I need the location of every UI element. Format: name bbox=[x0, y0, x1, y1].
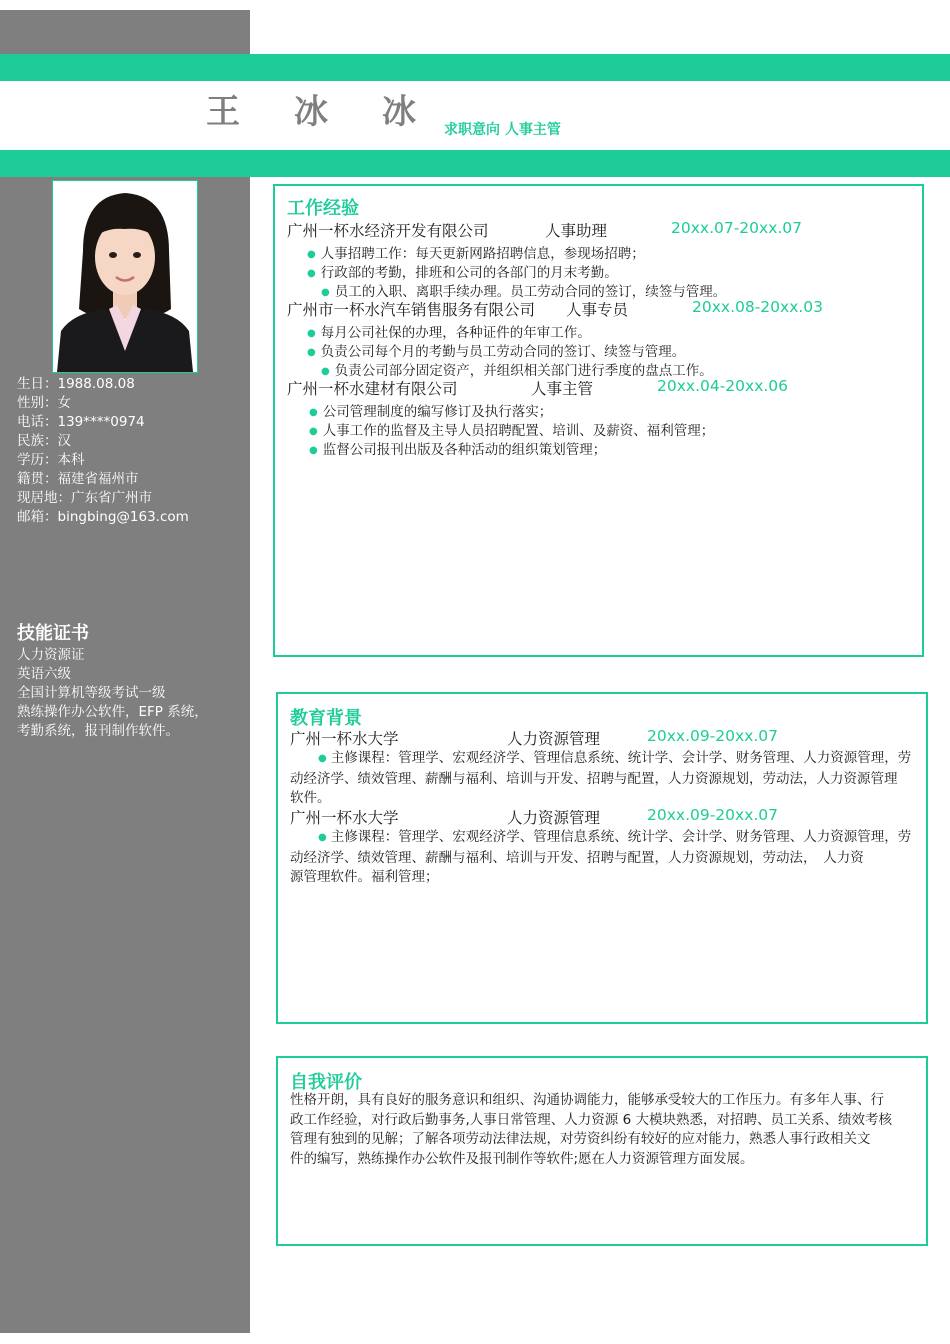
job-item: ● 监督公司报刊出版及各种活动的组织策划管理； bbox=[309, 438, 606, 458]
edu-dates: 20xx.09-20xx.07 bbox=[647, 806, 779, 824]
info-education: 学历：本科 bbox=[17, 452, 85, 468]
edu-course-line: 源管理软件。福利管理； bbox=[290, 869, 439, 885]
edu-school: 广州一杯水大学 bbox=[290, 730, 399, 748]
header-strip bbox=[0, 81, 950, 150]
job-role: 人事专员 bbox=[566, 301, 629, 319]
edu-course-line: 软件。 bbox=[290, 790, 331, 806]
edu-course-line: 动经济学、绩效管理、薪酬与福利、培训与开发、招聘与配置，人力资源规划，劳动法， 人力资 bbox=[290, 849, 864, 866]
header-band-top bbox=[0, 54, 950, 81]
job-item: ● 负责公司部分固定资产，并组织相关部门进行季度的盘点工作。 bbox=[321, 359, 713, 379]
education-section bbox=[276, 692, 928, 1024]
info-gender: 性别：女 bbox=[17, 395, 71, 411]
job-item: ● 负责公司每个月的考勤与员工劳动合同的签订、续签与管理。 bbox=[307, 340, 685, 360]
job-dates: 20xx.08-20xx.03 bbox=[692, 298, 824, 316]
name-char: 王 bbox=[206, 92, 242, 132]
skill-item: 考勤系统，报刊制作软件。 bbox=[17, 723, 179, 739]
job-role: 人事主管 bbox=[531, 380, 594, 398]
skill-item: 人力资源证 bbox=[17, 647, 85, 663]
job-dates: 20xx.04-20xx.06 bbox=[657, 377, 789, 395]
edu-school: 广州一杯水大学 bbox=[290, 809, 399, 827]
edu-courses bbox=[290, 828, 920, 888]
edu-course-line: ● 主修课程：管理学、宏观经济学、管理信息系统、统计学、会计学、财务管理、人力资源管理，劳 bbox=[318, 750, 912, 766]
job-item: ● 行政部的考勤，排班和公司的各部门的月末考勤。 bbox=[307, 261, 618, 281]
self-line: 管理有独到的见解；了解各项劳动法律法规，对劳资纠纷有较好的应对能力，熟悉人事行政相关文 bbox=[290, 1131, 871, 1147]
job-item: ● 人事工作的监督及主导人员招聘配置、培训、及薪资、福利管理； bbox=[309, 419, 714, 439]
work-experience-section bbox=[273, 184, 924, 657]
job-dates: 20xx.07-20xx.07 bbox=[671, 219, 803, 237]
info-hometown: 籍贯：福建省福州市 bbox=[17, 471, 139, 487]
self-evaluation-section bbox=[276, 1056, 928, 1246]
info-residence: 现居地：广东省广州市 bbox=[17, 490, 152, 506]
info-phone: 电话：139****0974 bbox=[17, 414, 145, 430]
skill-item: 英语六级 bbox=[17, 666, 71, 682]
self-line: 件的编写，熟练操作办公软件及报刊制作等软件;愿在人力资源管理方面发展。 bbox=[290, 1150, 754, 1167]
edu-course-line: ● 主修课程：管理学、宏观经济学、管理信息系统、统计学、会计学、财务管理、人力资源管理，劳 bbox=[318, 829, 912, 845]
work-title: 工作经验 bbox=[287, 198, 359, 219]
job-company: 广州一杯水建材有限公司 bbox=[287, 380, 458, 398]
job-item: ● 人事招聘工作：每天更新网路招聘信息，参现场招聘； bbox=[307, 242, 645, 262]
profile-photo bbox=[52, 180, 198, 373]
name-char: 冰 bbox=[382, 92, 418, 132]
job-item: ● 公司管理制度的编写修订及执行落实； bbox=[309, 400, 552, 420]
edu-courses bbox=[290, 749, 920, 809]
edu-major: 人力资源管理 bbox=[507, 730, 601, 748]
skill-item: 全国计算机等级考试一级 bbox=[17, 685, 166, 701]
info-email: 邮箱：bingbing@163.com bbox=[17, 509, 189, 525]
self-text bbox=[290, 1091, 920, 1169]
self-line: 性格开朗，具有良好的服务意识和组织、沟通协调能力，能够承受较大的工作压力。有多年人事、行 bbox=[290, 1092, 884, 1108]
header-band-bottom bbox=[0, 150, 950, 177]
name-char: 冰 bbox=[294, 92, 330, 132]
self-line: 政工作经验，对行政后勤事务,人事日常管理、人力资源 6 大模块熟悉，对招聘、员工关系、绩效考核 bbox=[290, 1111, 892, 1128]
job-item: ● 每月公司社保的办理，各种证件的年审工作。 bbox=[307, 321, 591, 341]
job-company: 广州市一杯水汽车销售服务有限公司 bbox=[287, 301, 536, 319]
edu-major: 人力资源管理 bbox=[507, 809, 601, 827]
edu-dates: 20xx.09-20xx.07 bbox=[647, 727, 779, 745]
skill-item: 熟练操作办公软件，EFP 系统， bbox=[17, 704, 208, 720]
job-company: 广州一杯水经济开发有限公司 bbox=[287, 222, 489, 240]
info-birthday: 生日：1988.08.08 bbox=[17, 376, 135, 392]
self-title: 自我评价 bbox=[290, 1072, 362, 1093]
info-ethnicity: 民族：汉 bbox=[17, 433, 71, 449]
job-objective: 求职意向 人事主管 bbox=[444, 122, 561, 138]
skills-title: 技能证书 bbox=[17, 623, 89, 644]
job-role: 人事助理 bbox=[545, 222, 608, 240]
portrait-image bbox=[53, 181, 197, 372]
candidate-name bbox=[206, 84, 418, 133]
job-item: ● 员工的入职、离职手续办理。员工劳动合同的签订，续签与管理。 bbox=[321, 280, 726, 300]
edu-course-line: 动经济学、绩效管理、薪酬与福利、培训与开发、招聘与配置，人力资源规划，劳动法，人力资源管理 bbox=[290, 770, 898, 787]
education-title: 教育背景 bbox=[290, 708, 362, 729]
